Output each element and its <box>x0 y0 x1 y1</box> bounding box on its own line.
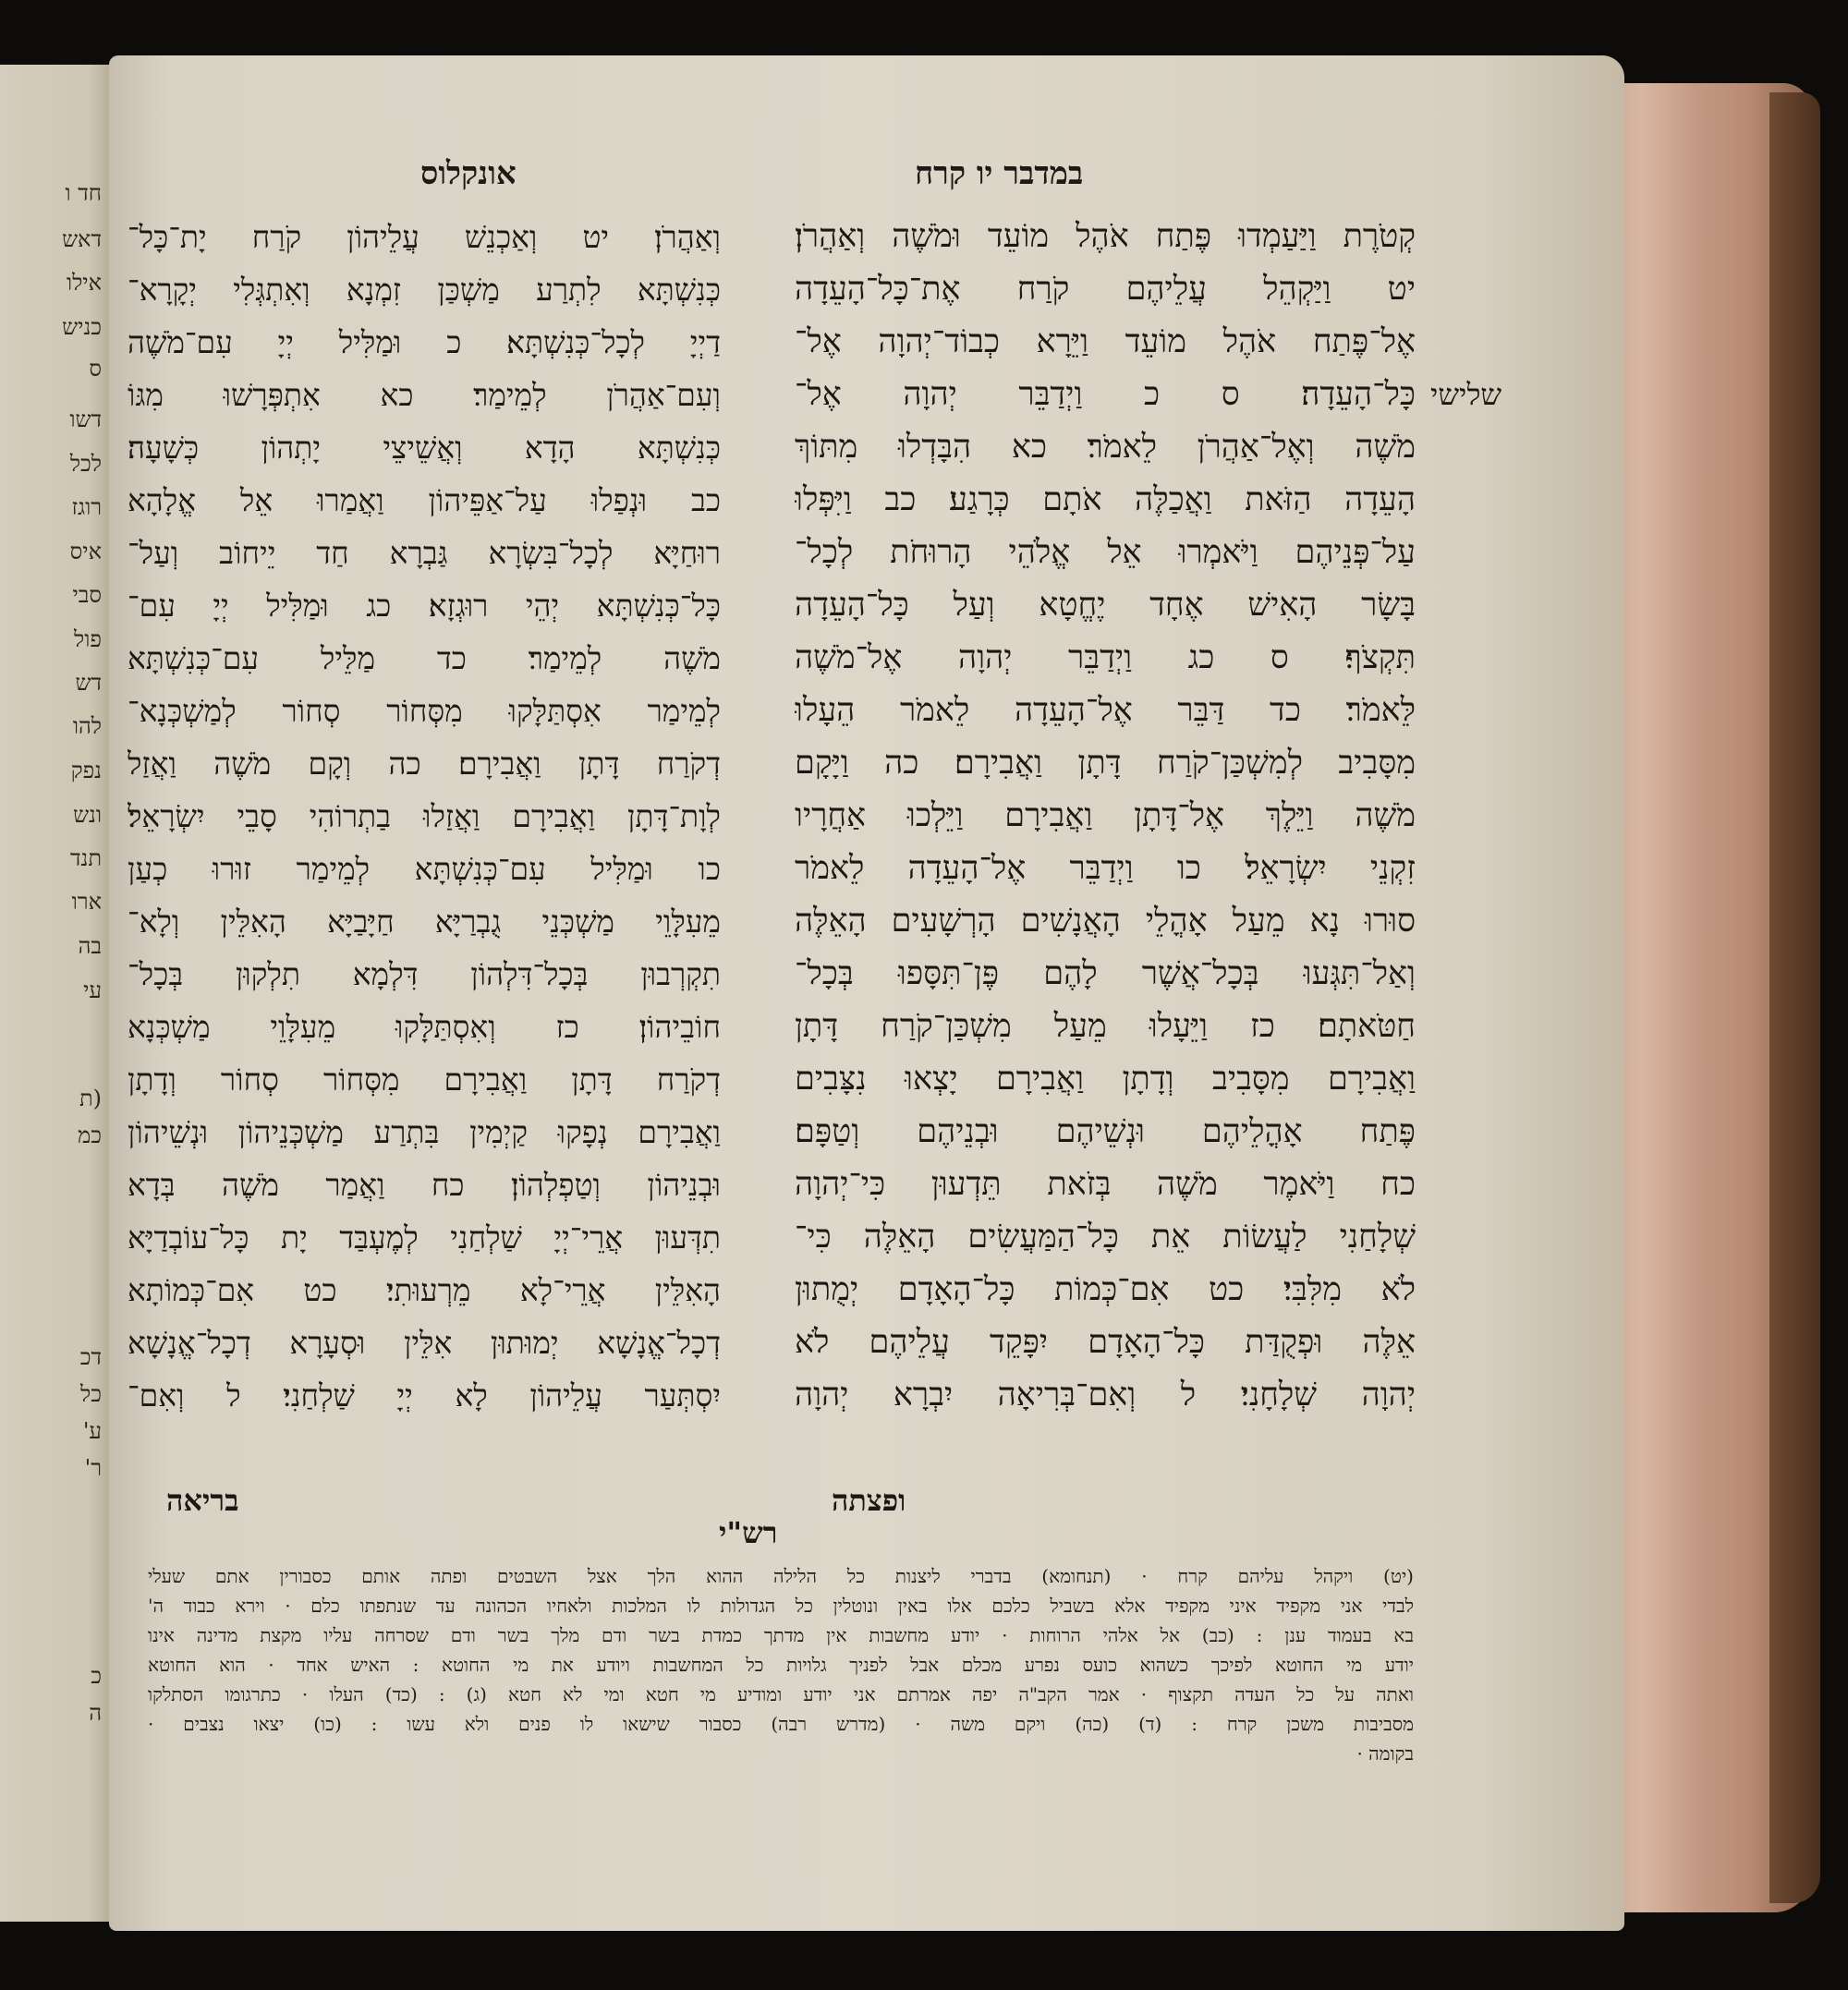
hebrew-text-line: עַל־פְּנֵיהֶם וַיֹּאמְרוּ אֵל אֱלֹהֵי הָרוּחֹת לְכָל־ <box>795 534 1416 571</box>
hebrew-text-line: אֵלֶּה וּפְקֻדַּת כָּל־הָאָדָם יִפָּקֵד עֲלֵיהֶם לֹא <box>795 1324 1416 1361</box>
onkelos-text-line: מֵעִלָּוֵי מַשְׁכְּנֵי גֻבְרַיָּא חַיָּבַיָּא הָאִלֵּין וְלָא־ <box>128 904 721 940</box>
onkelos-text-line: לְמֵימַר אִסְתַּלָּקוּ מִסְּחוֹר סְחוֹר לְמַשְׁכְּנָא־ <box>128 693 721 729</box>
hebrew-text-line: בָּשָׂר הָאִישׁ אֶחָד יֶחֱטָא וְעַל כָּל־הָעֵדָה <box>795 587 1416 624</box>
onkelos-text-line: הָאִלֵּין אֲרֵי־לָא מֵרְעוּתִי׃ כט אִם־כְּמוֹתָא <box>128 1272 721 1308</box>
hebrew-text-line: פֶּתַח אָהֳלֵיהֶם וּנְשֵׁיהֶם וּבְנֵיהֶם וְטַפָּם׃ <box>795 1113 1416 1150</box>
rashi-line: ואתה על כל העדה תקצוף · אמר הקב"ה יפה אמרתם אני יודע ומודיע מי חטא ומי לא חטא (ג) : (כד) העלו · כתרגומו הסתלקו <box>148 1683 1414 1705</box>
left-page-text-fragment: כמ <box>78 1122 102 1148</box>
onkelos-text-line: דְכָל־אֱנָשָׁא יְמוּתוּן אִלֵּין וּסְעָרָא דְכָל־אֱנָשָׁא <box>128 1325 721 1361</box>
hebrew-text-line: יט וַיַּקְהֵל עֲלֵיהֶם קֹרַח אֶת־כָּל־הָעֵדָה <box>795 271 1416 308</box>
running-head-left: אונקלוס <box>420 155 517 192</box>
left-page-text-fragment: ר' <box>84 1455 102 1481</box>
rashi-line: מסביבות משכן קרח : (ד) (כה) ויקם משה · (מדרש רבה) כסבור שישאו לו פנים ולא עשו : (כו) יצאו נצבים · <box>148 1713 1414 1735</box>
rashi-line: בא בעמוד ענן : (כב) אל אלהי הרוחות · יודע מחשבות אין מדתך כמדת בשר ודם מלך בשר ודם שסרחה עליו מקצת מדינה אינו <box>148 1624 1414 1646</box>
left-page-text-fragment: ס <box>89 356 102 382</box>
left-page-text-fragment: תנד <box>70 845 102 871</box>
catchword-left: בריאה <box>166 1483 239 1518</box>
onkelos-text-line: כו וּמַלִּיל עִם־כְּנִשְׁתָּא לְמֵימַר זוּרוּ כְעַן <box>128 851 721 887</box>
left-page-text-fragment: דאש <box>62 226 102 252</box>
hebrew-text-line: סוּרוּ נָא מֵעַל אָהֳלֵי הָאֲנָשִׁים הָרְשָׁעִים הָאֵלֶּה <box>795 903 1416 940</box>
left-page-text-fragment: כניש <box>62 314 102 340</box>
left-page-fragment <box>0 65 111 1922</box>
rashi-line: יודע מי החוטא לפיכך כשהוא כועס נפרע מכלם אבל לפניך גלויות כל המחשבות ויודע את מי החוטא : האיש אחד · הוא החוטא <box>148 1654 1414 1676</box>
left-page-text-fragment: ה <box>89 1700 102 1726</box>
hebrew-text-line: יְהוָה שְׁלָחָנִי׃ ל וְאִם־בְּרִיאָה יִבְרָא יְהוָה <box>795 1377 1416 1414</box>
onkelos-text-line: מֹשֶׁה לְמֵימַר׃ כד מַלֵּיל עִם־כְּנִשְׁתָּא <box>128 640 721 676</box>
onkelos-text-line: כב וּנְפַלוּ עַל־אַפֵּיהוֹן וַאֲמַרוּ אֵל אֱלָהָא <box>128 482 721 518</box>
hebrew-text-line: חַטֹּאתָם׃ כז וַיֵּעָלוּ מֵעַל מִשְׁכַּן־קֹרַח דָּתָן <box>795 1008 1416 1045</box>
hebrew-text-line: קְטֹרֶת וַיַּעַמְדוּ פֶּתַח אֹהֶל מוֹעֵד וּמֹשֶׁה וְאַהֲרֹן׃ <box>795 218 1416 255</box>
left-page-text-fragment: נפק <box>70 758 102 783</box>
hebrew-text-line: שְׁלָחַנִי לַעֲשׂוֹת אֵת כָּל־הַמַּעֲשִׂים הָאֵלֶּה כִּי־ <box>795 1219 1416 1256</box>
left-page-text-fragment: לכל <box>69 451 102 477</box>
left-page-text-fragment: חד ו <box>65 180 102 206</box>
left-page-text-fragment: דכ <box>79 1344 102 1370</box>
catchword-right: ופצתה <box>832 1483 906 1518</box>
hebrew-text-line: מִסָּבִיב לְמִשְׁכַּן־קֹרַח דָּתָן וַאֲבִירָם׃ כה וַיָּקָם <box>795 745 1416 782</box>
hebrew-text-line: הָעֵדָה הַזֹּאת וַאֲכַלֶּה אֹתָם כְּרָגַע׃ כב וַיִּפְּלוּ <box>795 481 1416 518</box>
left-page-text-fragment: פול <box>74 626 102 652</box>
left-page-text-fragment: כל <box>80 1381 102 1407</box>
left-page-text-fragment: (ת <box>79 1086 102 1111</box>
onkelos-text-line: דַיְיָ לְכָל־כְּנִשְׁתָּא׃ כ וּמַלִּיל יְיָ עִם־מֹשֶׁה <box>128 324 721 360</box>
hebrew-text-line: מֹשֶׁה וְאֶל־אַהֲרֹן לֵאמֹר׃ כא הִבָּדְלוּ מִתּוֹךְ <box>795 429 1416 466</box>
hebrew-text-line: אֶל־פֶּתַח אֹהֶל מוֹעֵד וַיֵּרָא כְבוֹד־יְהוָה אֶל־ <box>795 323 1416 360</box>
hebrew-text-column <box>795 211 1416 1422</box>
hebrew-text-line: כח וַיֹּאמֶר מֹשֶׁה בְּזֹאת תֵּדְעוּן כִּי־יְהוָה <box>795 1166 1416 1203</box>
rashi-line: לבדי אני מקפיד איני מקפיד אלא בשביל כלכם אלו באין ונוטלין כל הגדולות לו המלכות ולאחיו הכהונה עד שנתפתו כלם · וירא כבוד ה' <box>148 1595 1414 1617</box>
onkelos-text-column <box>128 211 721 1422</box>
onkelos-text-line: וּבְנֵיהוֹן וְטַפְלְהוֹן׃ כח וַאֲמַר מֹשֶׁה בְּדָא <box>128 1167 721 1203</box>
rashi-title: רש"י <box>719 1515 778 1550</box>
rashi-commentary <box>148 1561 1414 1768</box>
hebrew-text-line: לֹא מִלִּבִּי׃ כט אִם־כְּמוֹת כָּל־הָאָדָם יְמֻתוּן <box>795 1271 1416 1308</box>
onkelos-text-line: לְוָת־דָּתָן וַאֲבִירָם וַאֲזַלוּ בַתְרוֹהִי סָבֵי יִשְׂרָאֵל׃ <box>128 798 721 834</box>
onkelos-text-line: וְאַהֲרֹן׃ יט וְאַכְנֵשׁ עֲלֵיהוֹן קֹרַח יָת־כָּל־ <box>128 219 721 255</box>
hebrew-text-line: זִקְנֵי יִשְׂרָאֵל׃ כו וַיְדַבֵּר אֶל־הָעֵדָה לֵאמֹר <box>795 850 1416 887</box>
hebrew-text-line: תִּקְצֹף׃ ס כג וַיְדַבֵּר יְהוָה אֶל־מֹשֶׁה <box>795 639 1416 676</box>
book-cover-edge <box>1769 92 1820 1903</box>
hebrew-text-line: לֵּאמֹר׃ כד דַּבֵּר אֶל־הָעֵדָה לֵאמֹר הֵעָלוּ <box>795 692 1416 729</box>
hebrew-text-line: וְאַל־תִּגְּעוּ בְּכָל־אֲשֶׁר לָהֶם פֶּן־תִּסָּפוּ בְּכָל־ <box>795 955 1416 992</box>
onkelos-text-line: דְקֹרַח דָּתָן וַאֲבִירָם׃ כה וְקָם מֹשֶׁה וַאֲזַל <box>128 746 721 782</box>
left-page-text-fragment: להו <box>72 713 102 739</box>
onkelos-text-line: רוּחַיָּא לְכָל־בִּשְׂרָא גַּבְרָא חַד יֵיחוֹב וְעַל־ <box>128 535 721 571</box>
left-page-text-fragment: דשו <box>69 406 102 432</box>
left-page-text-fragment: איס <box>69 539 102 564</box>
left-page-text-fragment: ונש <box>73 802 102 828</box>
onkelos-text-line: כָּל־כְּנִשְׁתָּא יְהֵי רוּגְזָא׃ כג וּמַלִּיל יְיָ עִם־ <box>128 588 721 624</box>
onkelos-text-line: יִסְתְּעַר עֲלֵיהוֹן לָא יְיָ שַׁלְחַנִי׃ ל וְאִם־ <box>128 1377 721 1414</box>
left-page-text-fragment: רוגז <box>71 494 102 520</box>
left-page-text-fragment: אילו <box>66 270 102 296</box>
hebrew-text-line: וַאֲבִירָם מִסָּבִיב וְדָתָן וַאֲבִירָם יָצְאוּ נִצָּבִים <box>795 1061 1416 1098</box>
left-page-text-fragment: ע' <box>82 1418 102 1444</box>
onkelos-text-line: כְּנִשְׁתָּא לִתְרַע מַשְׁכַּן זִמְנָא וְאִתְגְּלִי יְקָרָא־ <box>128 272 721 308</box>
left-page-text-fragment: סבי <box>72 582 102 608</box>
onkelos-text-line: תִקְרְבוּן בְּכָל־דִּלְהוֹן דִּלְמָא תִלְקוּן בְּכָל־ <box>128 956 721 992</box>
hebrew-text-line: כָּל־הָעֵדָה׃ ס כ וַיְדַבֵּר יְהוָה אֶל־ <box>795 376 1416 413</box>
left-page-text-fragment: כ <box>91 1663 102 1689</box>
rashi-line: (יט) ויקהל עליהם קרח · (תנחומא) בדברי ליצנות כל הלילה ההוא הלך אצל השבטים ופתה אותם כסבורין אתם שעלי <box>148 1565 1414 1587</box>
onkelos-text-line: וְעִם־אַהֲרֹן לְמֵימַר׃ כא אִתְפְּרָשׁוּ מִגּוֹ <box>128 377 721 413</box>
margin-note-aliyah: שלישי <box>1430 377 1502 412</box>
onkelos-text-line: וַאֲבִירָם נְפָקוּ קַיְמִין בִּתְרַע מַשְׁכְּנֵיהוֹן וּנְשֵׁיהוֹן <box>128 1114 721 1150</box>
onkelos-text-line: חוֹבֵיהוֹן׃ כז וְאִסְתַּלָּקוּ מֵעִלָּוֵי מַשְׁכְּנָא <box>128 1009 721 1045</box>
left-page-text-fragment: עי <box>83 977 102 1003</box>
rashi-line: בקומה · <box>1356 1742 1414 1765</box>
onkelos-text-line: דְקֹרַח דָּתָן וַאֲבִירָם מִסְּחוֹר סְחוֹר וְדָתָן <box>128 1062 721 1098</box>
left-page-text-fragment: דש <box>75 670 102 696</box>
left-page-text-fragment: בה <box>78 933 102 959</box>
running-head-right: במדבר יו קרח <box>915 155 1084 192</box>
left-page-text-fragment: ארו <box>71 889 102 915</box>
onkelos-text-line: כְּנִשְׁתָּא הָדָא וְאֲשֵׁיצֵי יָתְהוֹן כְּשָׁעָה׃ <box>128 430 721 466</box>
onkelos-text-line: תִדְּעוּן אֲרֵי־יְיָ שַׁלְחַנִי לְמֶעְבַּד יָת כָּל־עוֹבְדַיָּא <box>128 1219 721 1256</box>
hebrew-text-line: מֹשֶׁה וַיֵּלֶךְ אֶל־דָּתָן וַאֲבִירָם וַיֵּלְכוּ אַחֲרָיו <box>795 797 1416 834</box>
